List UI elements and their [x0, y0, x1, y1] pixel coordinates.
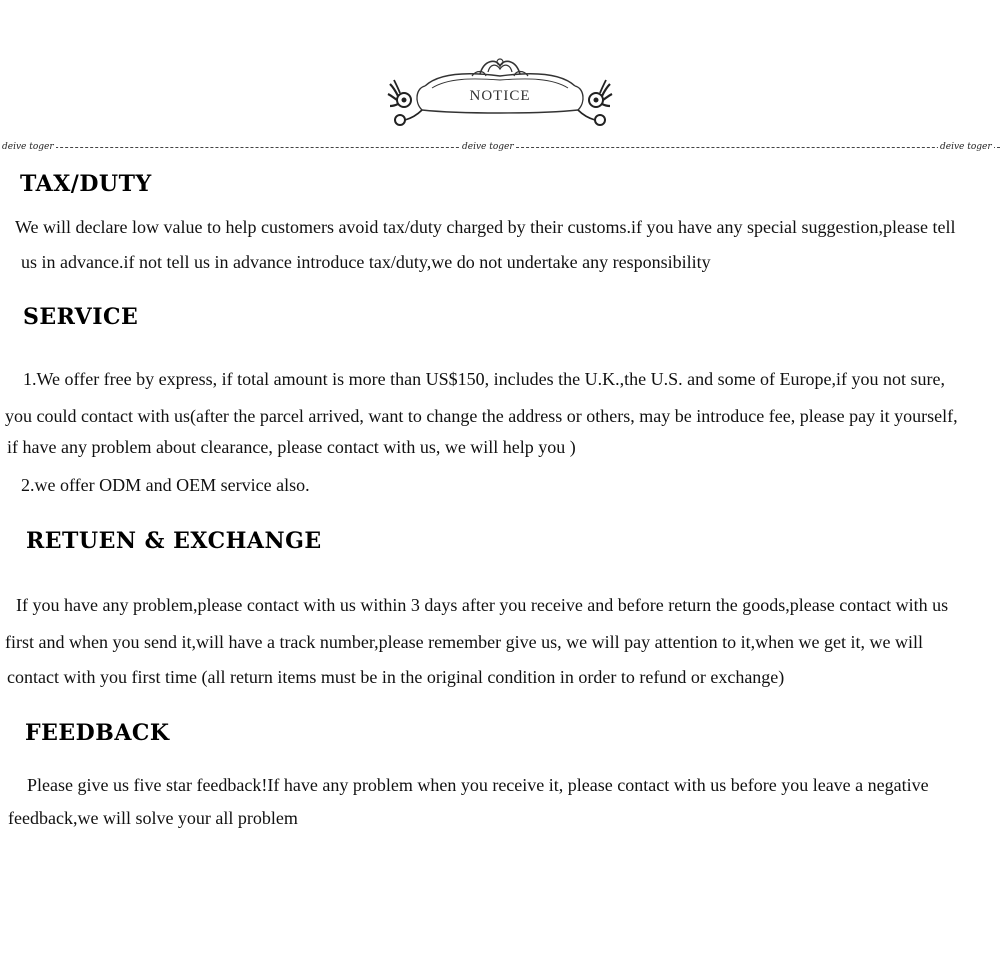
divider-mark-left: deive toger [2, 142, 54, 152]
feedback-text-line: feedback,we will solve your all problem [8, 808, 298, 828]
service-heading: SERVICE [23, 304, 139, 330]
service-text-line: if have any problem about clearance, please contact with us, we will help you ) [7, 437, 576, 457]
feedback-text-line: Please give us five star feedback!If have any problem when you receive it, please contact with us before you leave a negative [27, 775, 929, 795]
service-text-line: 1.We offer free by express, if total amount is more than US$150, includes the U.K.,the U.S. and some of Europe,if you not sure, [23, 369, 946, 389]
return-exchange-text-line: first and when you send it,will have a track number,please remember give us, we will pay attention to it,when we get it, we will [5, 632, 924, 652]
return-exchange-heading: RETUEN & EXCHANGE [26, 528, 322, 554]
tax-duty-heading: TAX/DUTY [20, 171, 152, 197]
return-exchange-text-line: If you have any problem,please contact with us within 3 days after you receive and before return the goods,please contact with us [16, 595, 949, 615]
return-exchange-text-line: contact with you first time (all return items must be in the original condition in order to refund or exchange) [7, 667, 785, 687]
tax-duty-text-line: We will declare low value to help customers avoid tax/duty charged by their customs.if you have any special suggestion,please tell [15, 217, 956, 237]
divider-mark-right: deive toger [940, 142, 992, 152]
divider-mark-center: deive toger [462, 142, 514, 152]
service-text-line: you could contact with us(after the parcel arrived, want to change the address or others, may be introduce fee, please pay it yourself, [5, 406, 958, 426]
service-text-line: 2.we offer ODM and OEM service also. [21, 475, 310, 495]
feedback-heading: FEEDBACK [25, 720, 170, 746]
section-divider [0, 141, 1000, 153]
tax-duty-text-line: us in advance.if not tell us in advance introduce tax/duty,we do not undertake any responsibility [21, 252, 711, 272]
notice-label: NOTICE [469, 88, 531, 104]
notice-banner [380, 50, 620, 130]
